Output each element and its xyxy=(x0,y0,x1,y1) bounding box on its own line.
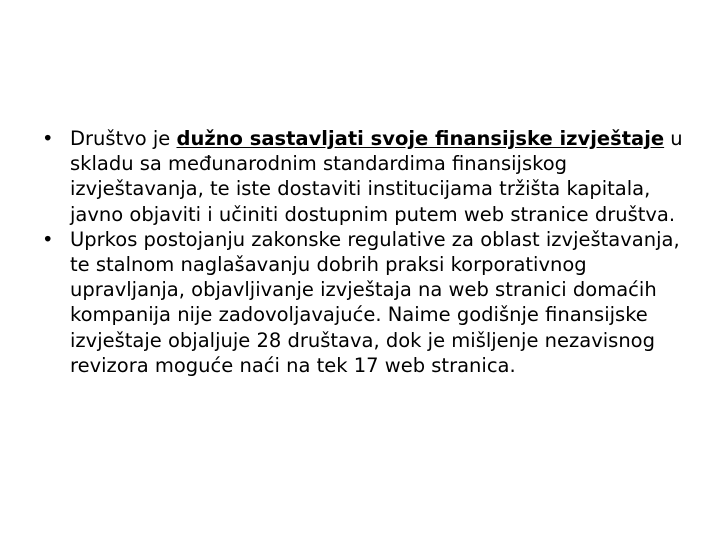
bullet-item-1 xyxy=(42,126,692,227)
bullet-marker: • xyxy=(42,227,54,251)
bullet-1-emphasis: dužno sastavljati svoje finansijske izvještaje xyxy=(176,127,665,150)
bullet-1-lead: Društvo je xyxy=(70,127,177,150)
bullet-marker: • xyxy=(42,127,54,150)
bullet-2-text: Uprkos postojanju zakonske regulative za oblast izvještavanja, te stalnom naglašavanju dobrih praksi korporativnog upravljanja, objavljivanje izvještaja na web stranici domaćih kompanija nije zadovoljavajuće. Naime godišnje finansijske izvještaje objaljuje 28 društava, dok je mišljenje nezavisnog revizora moguće naći na tek 17 web stranica. xyxy=(70,227,680,377)
bullet-item-2 xyxy=(42,227,692,378)
bullet-1-rest: u skladu sa međunarodnim standardima finansijskog izvještavanja, te iste dostaviti institucijama tržišta kapitala, javno objaviti i učiniti dostupnim putem web stranice društva. xyxy=(70,127,683,226)
bullet-list xyxy=(42,126,692,378)
